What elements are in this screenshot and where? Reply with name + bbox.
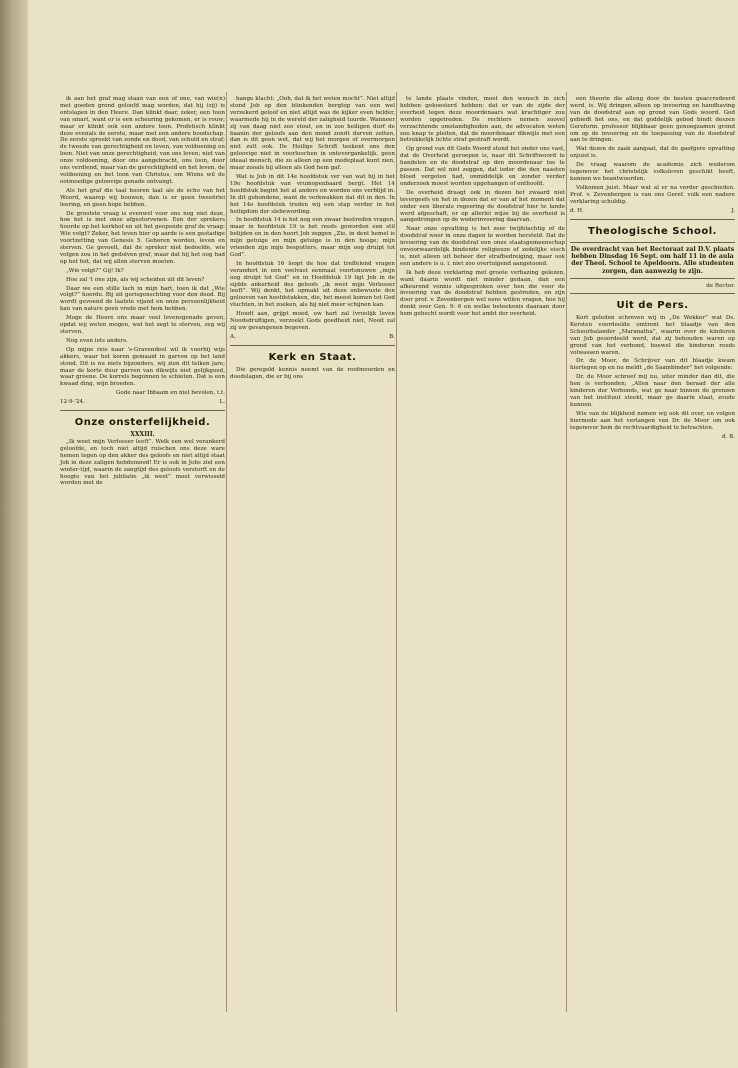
paragraph: een theorie die alleng door de besten geaccredeerd werd, is. Wij dringen alleen op invoering en handhaving van de doodstraf aan op grond van Gods woord. God gebiedt het ons, en dat goddelijk gebod bindt deszen Gereform. professor blijkbaar geen genoegzamen grond om op de invoering en de toepassing van de doodstraf aan te dringen. <box>570 96 735 144</box>
section-heading: Theologische School. <box>588 225 717 237</box>
notice-signature: de Rector. <box>706 283 735 290</box>
section-heading: Uit de Pers. <box>616 300 689 312</box>
paragraph: Naar onze opvatting is het zeer twijfelachtig of de doodstraf weer in onze dagen te worden hersteld. Dat de invoering van de doodstraf een onze staatsgemeenschap onvoorwaardelijk bindende religieuze of zedelijke eisch is, niet alleen uit beheer der strafbedreiging, maar ook een andere is u. i. niet zoo overtuigend aangetoond. <box>400 226 565 267</box>
divider <box>570 293 735 294</box>
paragraph: „Ik weet mijn Verlosser leeft”. Welk een wel verankerd geloofde, en toch niet altijd ruischen ons deze ware hemen tegen op den akker des geloofs en niet altijd staat Job in deze zaligen hebdemood! Er is ook in Jobs ziel een winter-tijd, waarin de zangtijd des geloofs verstorft en de hoogte van het jubilatie „ik weet” moet verwisseld worden met de <box>60 438 225 487</box>
paragraph: Dr. de Moor schreef mij nu, uiter minder dan dit, die hen is verbonden; „Allen naar den beraad der alle kinderen der Verbonds, wat ge naar binnen de grenzen van het instituut steekt, maar ge daarin staat, zoude kunnen. <box>570 374 735 408</box>
article-signature <box>60 399 225 406</box>
column-1 <box>60 96 225 489</box>
signature-right: J. <box>731 207 735 214</box>
paragraph: Gode naar Ibbaam en niel bevolen, t.t. <box>115 390 225 397</box>
paragraph: Wie van de blijkheid nemen wij ook dit over, en volgen hiermede aan het verlangen van Dr. de Moor om ook tegenover hem de rechtvaardigheid te betrachten. <box>570 410 735 431</box>
paragraph: „Wie volgt?” Gij! Ik? <box>66 267 124 274</box>
paragraph: Op grond van dit Gods Woord stond het onder ons vast, dat de Overheid geroepen is, naar dit Schriftwoord te handelen en de doodstraf op den moordenaar toe te passen. Dat wil niet zeggen, dat ieder die den naasten bloed vergoten had, onmiddelijk en zonder verder onderzoek moest worden opgehangen of onthoofd. <box>400 146 565 187</box>
column-2 <box>230 96 395 383</box>
paragraph: Die geregeld kennis neemt van de roofmoorden en doodslagen, die er bij ons <box>230 366 395 380</box>
paragraph: te lande plaats vinden, moet den wensch in zich hebben gekoesterd hebben: dat er van de zijde der overheid tegen deze moordenaars wat krachtiger zou worden opgetreden. De rechters nemen zoovel verzachtende omstandigheden aan, de advocaten weten zoo knap te pleiten, dat de moordenaar dikwijls met een betrekkelijk lichte straf gestraft wordt. <box>400 96 565 144</box>
paragraph: Moge de Heere ons maar veel levensgenade geven, opdat wij weten mogen, wat het zegt te sterven, zeg wij sterven. <box>60 315 225 335</box>
paragraph: Dr. de Moor, de Schrijver van dit blaadje kwam hiertegen op en nu meldt „de Saambinder” het volgende: <box>570 358 735 372</box>
article-signature <box>570 208 735 215</box>
paragraph: Kort geleden schreven wij in „De Wekker” wat Ds. Kersten voordeelde omtrent het blaadje van den Scheurbalander „Maranatha”, waarin over de kinderen van Job geoordeeld werd, dat zij behouden waren op grond van het verbond, hoewel die kinderen reeds volwassen waren. <box>570 315 735 356</box>
divider <box>230 345 395 346</box>
newspaper-page <box>28 0 738 1068</box>
paragraph: De overheid draagt ook in dezen het zwaard niet tevergeefs en het in dezen dat er van af het moment dat onder een liberale regeering de doodstraf hier te lande werd afgeschaft, er op allerlei wijze bij de overheid is aangedrongen op de wederinvoering daarvan. <box>400 189 565 224</box>
column-4 <box>570 96 735 440</box>
article-signature <box>230 334 395 341</box>
book-binding <box>0 0 28 1068</box>
paragraph: In hoofdstuk 16 loopt de hoe dat treffelend vragen verandert in een veelvast eenmaal voortsnuwen „mijn oog druipt tot God” en in Hoofdstuk 19 ligt Job in de sijdde ankerheid des geloofs „ik weet mijn Verlosser leeft”. Wij denkt, het opmakt uit deze onbewuste den gelooven van hoofdstukken, die, het meest komen tot God vluchten, in het zoeken, als hij niet meer schijnen kan. <box>230 260 395 309</box>
signature-right: B. <box>389 333 395 340</box>
paragraph: Houdt aan, grijpt moed, uw hart zal (vroolijk leven Noodsdruftigen, verzoekt Gods goedheid niet, Nooit zal zij uw gevangenen begeven. <box>230 311 395 331</box>
paragraph: Als het graf die taal hooren laat als de echo van het Woord, waarop wij bouwen, dan is er geen tweeërlei leering, en geen hope hebben. <box>60 187 225 208</box>
paragraph: bange klacht: „Ooh, dat ik het weten mocht”. Niet altijd stond Job op den blinkenden bergtop van een wel verzekerd geloof en niet altijd was de kijker even helder, waarmede hij in de wereld der zaligheid tuurde. Wanneer zij van daag niet zoo stout, en in zoo heiligen durf de baanin der geloofs aan den mond zondt durven zetten, dan is dit geen wet, dat wij het morgen of overmorgen niet zult ook. De Heilige Schrift teekent ons den geloovige niet in voorloochen in ontevergankelijk, geen ideaal mensch, die zo alleen op een modeplaat kunt zien, maar zooals hij alleen als God hem gaf. <box>230 96 395 172</box>
signature-left: d. H. <box>570 207 584 214</box>
article-heading: Onze onsterfelijkheid. <box>74 417 211 429</box>
paragraph: Daar we een stille lach in mijn hart, toen ik dat „Wie volgt?” hoorde. Bij uit gerisgenschting voor den dood. Bij wordt gevoend de laatste vijand en onze persoonlijkheid kan van nature geen vrede met hem hebben. <box>60 285 225 313</box>
paragraph: Wat dezen de zaak aangaat, dat de gaofgere opvatting onjuist is. <box>570 146 735 160</box>
paragraph: Op mijne reis naar 's-Gravendeel wil ik voorbij wijs akkers, waar het koren gemaaid in garven op het land stond. Dit is nu niets bijzonders, wij zien dit telken jare; maar de korte duur garven van dikwijls niet gelijkgoed, waar groene. De korrels begonnen te schieten. Dat is een kwaad ding, wijn broeden. <box>60 346 225 388</box>
rectorate-notice: De overdracht van het Rectoraat zal D.V. plaats hebben Dinsdag 16 Sept. om half 11 in de aula der Theol. School te Apeldoorn. Alle studenten zorgen, dan aanwezig te zijn. <box>570 242 735 280</box>
article-signature: d. B. <box>721 433 735 440</box>
paragraph: Nog even iets anders. <box>66 337 128 344</box>
column-rule <box>226 92 227 1012</box>
paragraph: ik aan het graf mag staan van een of ene, van wie(n) met goeden grond geloofd mag worden, dat hij (zij) is ontslapen in den Heere. Dan klinkt daar, zeker, een toon van smart, want er is een scheuring gekomen, er is rouw; maar er klinkt ook een andere toon. Profetisch klinkt deze evenals de eerste, maar met een andere boodschap. De eerste spreekt van zonde en dood, van schuld en straf; de tweede van gerechtigheid en leven, van voldoening en loon. Niet van onze gerechtigheid, van ons leven; niet van onze voldoening, door ons aangebracht, ons loon, door ons verdiend, maar van de gerechtigheid en het leven, de voldoening en het loon van Christus, om Wiens wil de ootmoedige geloovige genade ontvangt. <box>60 96 225 185</box>
paragraph: Volkomen juist. Maar wat al er na verder geschieden. Prof. v. Zevenbergen is van ons Geref. volk een nadere verklaring schuldig. <box>570 184 735 205</box>
paragraph: De vraag waarom de academie zich wederom tegenover het christelijk volksleven geschikt heeft, kunnen we beantwoorden. <box>570 162 735 182</box>
paragraph: Ik heb deze verklaring met groote verbazing gelezen, want daarin wordt niet minder gedaan, dan een afkeurend vonnis uitgesproken over hen die voor de invoering van de doodstraf hebben gestreden, en zijn door prof. v. Zevenbergen wel eens willen vragen, hoe hij denkt over Gen. 9: 6 en welke beteekenis daaraan door hem gehecht wordt voor het ambt der overheid. <box>400 269 565 318</box>
author-initial: L. <box>219 399 225 406</box>
article-number: XXXIII. <box>130 431 155 439</box>
column-rule <box>396 92 397 1012</box>
paragraph: Wat is Job in dit 14e hoofdstuk ver van wat hij in het 19e hoofdstuk van vrumopenbaard bergt. Het 14 hoofdstuk begint het al anders en worden ons verblijd in. In dit gebondene, want de verkwakken dat dit in den. In het 14e hoofdstuk treden wij een stap verder in het heiligdom der slebewording. <box>230 173 395 215</box>
article-date: 12-9-'24. <box>60 399 85 406</box>
paragraph: De grootste vraag is evenwel voor ons nog niet deze, hoe het is met onze afgestorvenen. Een der sprekers hoorde op het kerkhof en uit het geopende graf de vraag: Wie volgt? Zeker, het leven hier op aarde is een gestadige voortzetting van Genesis 5. Geboren worden, leven en sterven. Ge gevoelt, dat de spreker niet bedoelde, wie volgen zou in het gedolven graf, maar dat hij het oog had op het feit, dat wij allen sterven moeten. <box>60 210 225 265</box>
paragraph: Hoe zal 't one zijn, als wij scheiden uit dit leven? <box>66 276 205 283</box>
signature-left: A. <box>230 333 236 340</box>
column-3 <box>400 96 565 320</box>
divider <box>570 219 735 220</box>
column-rule <box>566 92 567 1012</box>
paragraph: In hoofdstuk 14 is het nog een zwaar bestreden vragen, maar in hoofdstuk 19 is het reeds geworden een stil belijden en in den hoort Job zeggen „Zie, in dent hemel is mijn getuige en mijn getuige is in den hooge; mijn vrienden zijn mijn bespotters, maar mijn oog druipt tot God”. <box>230 217 395 258</box>
article-heading: Kerk en Staat. <box>268 351 357 363</box>
divider <box>60 410 225 411</box>
